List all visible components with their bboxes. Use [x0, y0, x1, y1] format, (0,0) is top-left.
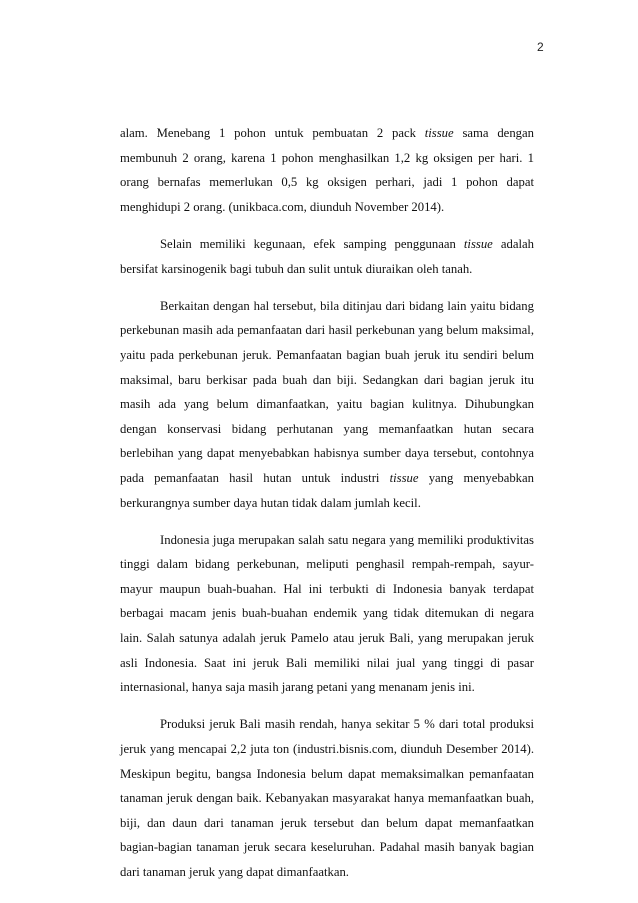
text-run: Berkaitan dengan hal tersebut, bila ditinjau dari bidang lain yaitu bidang perkebunan masih ada pemanfaatan dari hasil perkebunan yang belum maksimal, yaitu pada perkebunan jeruk. Pemanfaatan bagian buah jeruk itu sendiri belum maksimal, baru berkisar pada buah dan biji. Sedangkan dari bagian jeruk itu masih ada yang belum dimanfaatkan, yaitu bagian kulitnya. Dihubungkan dengan konservasi bidang perhutanan yang memanfaatkan hutan secara berlebihan yang dapat menyebabkan habisnya sumber daya tersebut, contohnya pada pemanfaatan hasil hutan untuk industri [120, 298, 534, 485]
document-body [120, 121, 534, 897]
italic-term: tissue [463, 236, 493, 251]
text-run: alam. Menebang 1 pohon untuk pembuatan 2 pack [120, 126, 425, 140]
italic-term: tissue [424, 126, 454, 140]
page-number: 2 [537, 40, 544, 54]
text-run: adalah bersifat karsinogenik bagi tubuh dan sulit untuk diuraikan oleh tanah. [120, 236, 534, 276]
paragraph [120, 121, 534, 219]
text-run: sama dengan membunuh 2 orang, karena 1 pohon menghasilkan 1,2 kg oksigen per hari. 1 orang bernafas memerlukan 0,5 kg oksigen perhari, jadi 1 pohon dapat menghidupi 2 orang. (unikbaca.com, diunduh November 2014). [120, 126, 534, 214]
italic-term: tissue [389, 470, 419, 485]
text-run: yang menyebabkan berkurangnya sumber daya hutan tidak dalam jumlah kecil. [120, 470, 534, 510]
text-run: Indonesia juga merupakan salah satu negara yang memiliki produktivitas tinggi dalam bidang perkebunan, meliputi penghasil rempah-rempah, sayur-mayur maupun buah-buahan. Hal ini terbukti di Indonesia banyak terdapat berbagai macam jenis buah-buahan endemik yang tidak ditemukan di negara lain. Salah satunya adalah jeruk Pamelo atau jeruk Bali, yang merupakan jeruk asli Indonesia. Saat ini jeruk Bali memiliki nilai jual yang tinggi di pasar internasional, hanya saja masih jarang petani yang menanam jenis ini. [120, 532, 534, 695]
paragraph [120, 294, 534, 515]
paragraph [120, 528, 534, 700]
paragraph [120, 232, 534, 281]
text-run: Produksi jeruk Bali masih rendah, hanya sekitar 5 % dari total produksi jeruk yang mencapai 2,2 juta ton (industri.bisnis.com, diunduh Desember 2014). Meskipun begitu, bangsa Indonesia belum dapat memaksimalkan pemanfaatan tanaman jeruk dengan baik. Kebanyakan masyarakat hanya memanfaatkan buah, biji, dan daun dari tanaman jeruk tersebut dan belum dapat memanfaatkan bagian-bagian tanaman jeruk secara keseluruhan. Padahal masih banyak bagian dari tanaman jeruk yang dapat dimanfaatkan. [120, 717, 534, 879]
text-run: Selain memiliki kegunaan, efek samping penggunaan [160, 236, 464, 251]
paragraph [120, 712, 534, 884]
